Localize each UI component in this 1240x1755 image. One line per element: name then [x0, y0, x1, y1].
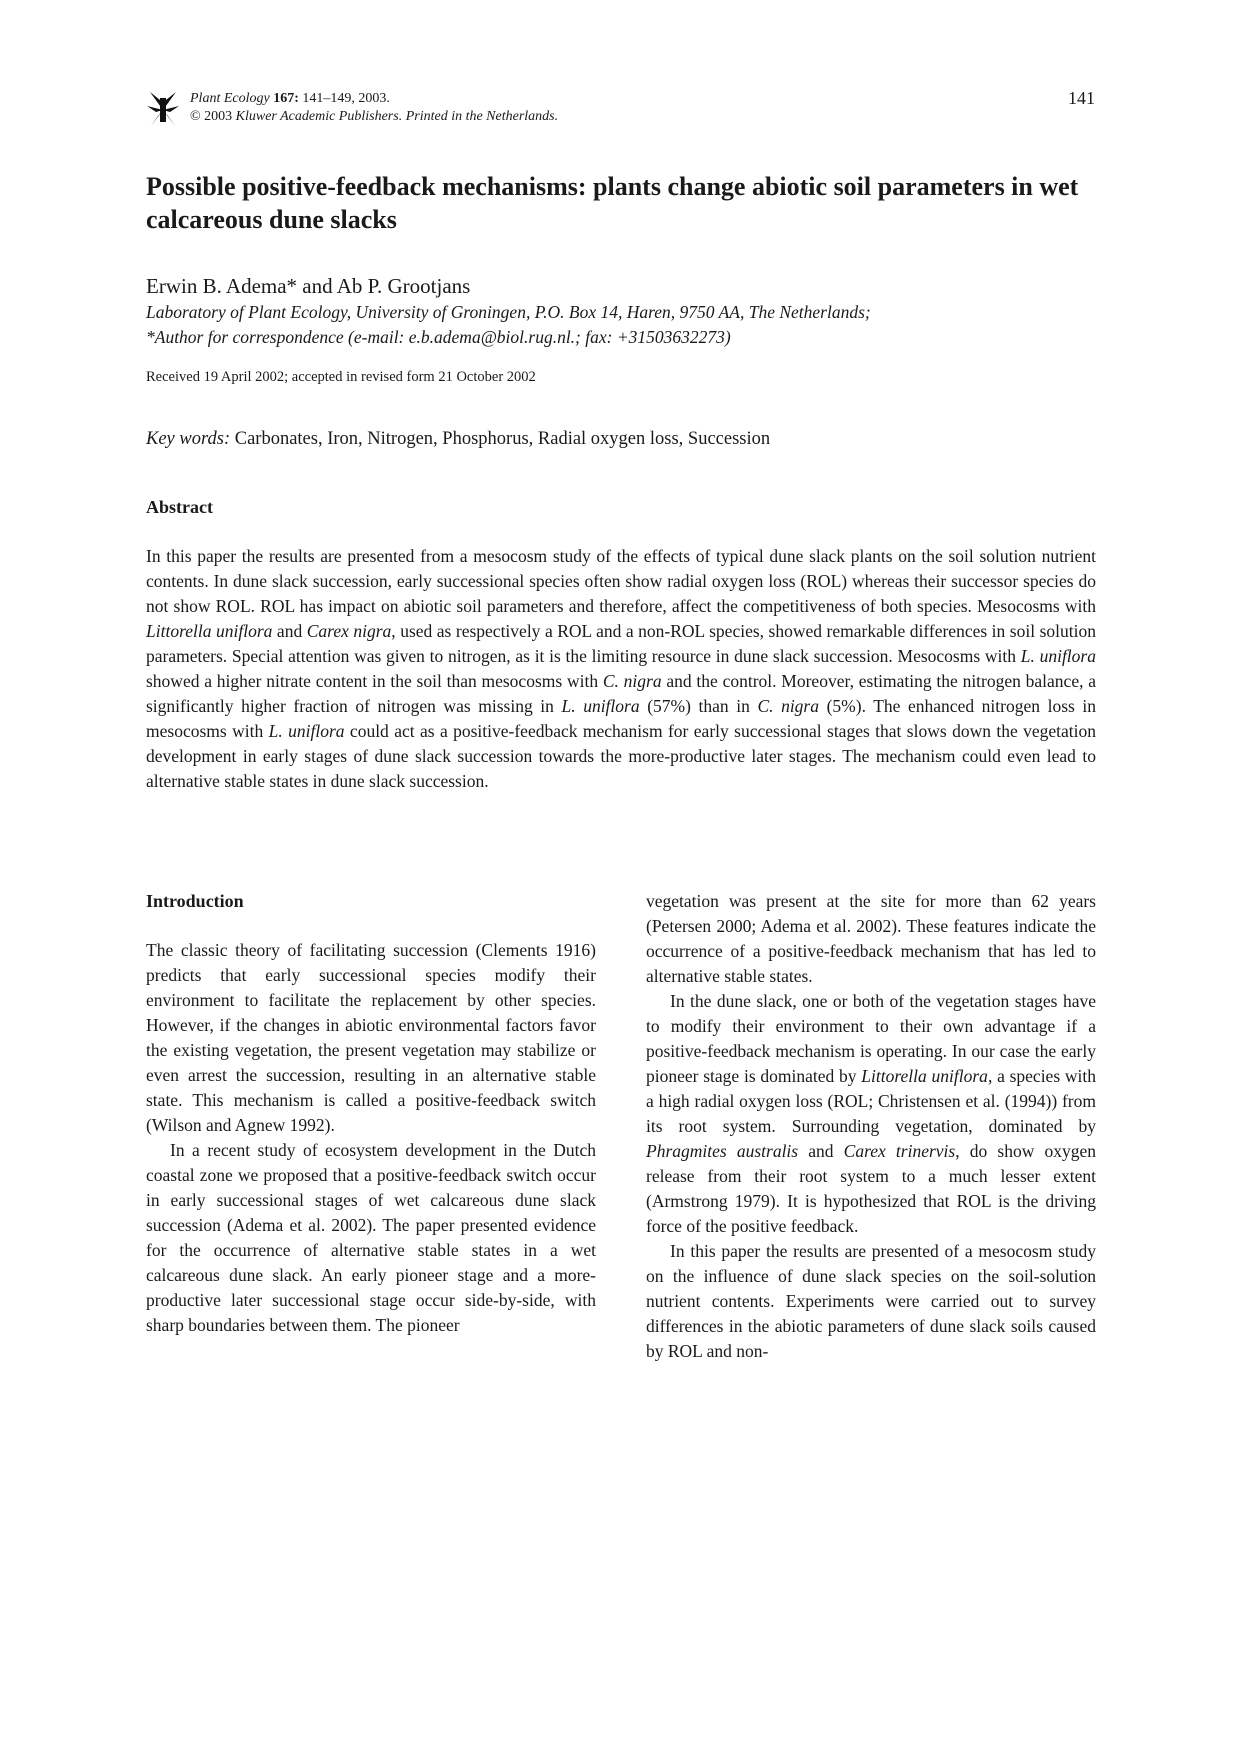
intro-paragraph: In the dune slack, one or both of the vegetation stages have to modify their environment to their own advantage if a positive-feedback mechanism is operating. In our case the early pioneer stage is dominated by Littorella uniflora, a species with a high radial oxygen loss (ROL; Christensen et al. (1994)) from its root system. Surrounding vegetation, dominated by Phragmites australis and Carex trinervis, do show oxygen release from their root system to a much lesser extent (Armstrong 1979). It is hypothesized that ROL is the driving force of the positive feedback.	[646, 991, 1097, 1236]
article-authors: Erwin B. Adema* and Ab P. Grootjans	[146, 274, 471, 298]
copyright-line	[190, 108, 790, 126]
keywords-label: Key words:	[146, 429, 231, 449]
correspondence-contact: *Author for correspondence (e-mail: e.b.adema@biol.rug.nl.; fax: +31503632273)	[146, 327, 731, 347]
species-name: L. uniflora	[268, 721, 345, 741]
journal-pages-year: 141–149, 2003.	[302, 91, 390, 106]
author-affiliation	[146, 300, 1106, 350]
journal-citation-line	[190, 90, 790, 108]
copyright-symbol: ©	[190, 109, 201, 124]
intro-paragraph: In this paper the results are presented of a mesocosm study on the influence of dune slack species on the soil-solution nutrient contents. Experiments were carried out to survey differences in the abiotic parameters of dune slack soils caused by ROL and non-	[646, 1241, 1096, 1361]
copyright-year: 2003	[204, 109, 233, 124]
keywords-line	[146, 427, 770, 451]
species-name: L. uniflora	[561, 696, 640, 716]
body-column-right	[646, 889, 1096, 1364]
body-column-left	[146, 938, 596, 1338]
species-name: Carex nigra	[306, 621, 392, 641]
journal-name: Plant Ecology	[190, 91, 270, 106]
publisher-logo-icon	[146, 90, 180, 130]
species-name: Phragmites australis	[646, 1141, 799, 1161]
article-title: Possible positive-feedback mechanisms: plants change abiotic soil parameters in wet calcareous dune slacks	[146, 172, 1079, 234]
introduction-heading: Introduction	[146, 891, 244, 911]
species-name: L. uniflora	[1020, 646, 1096, 666]
page-number: 141	[1068, 88, 1095, 108]
intro-paragraph: The classic theory of facilitating succession (Clements 1916) predicts that early successional species modify their environment to facilitate the replacement by other species. However, if the changes in abiotic environmental factors favor the existing vegetation, the present vegetation may stabilize or even arrest the succession, resulting in an alternative stable state. This mechanism is called a positive-feedback switch (Wilson and Agnew 1992).	[146, 940, 596, 1135]
intro-paragraph: vegetation was present at the site for more than 62 years (Petersen 2000; Adema et al. 2002). These features indicate the occurrence of a positive-feedback mechanism that has led to alternative stable states.	[646, 891, 1096, 986]
journal-citation	[190, 90, 790, 126]
journal-volume: 167:	[273, 91, 299, 106]
abstract-heading: Abstract	[146, 497, 213, 517]
species-name: Carex trinervis	[843, 1141, 956, 1161]
species-name: Littorella uniflora	[861, 1066, 988, 1086]
copyright-text: Kluwer Academic Publishers. Printed in the Netherlands.	[235, 109, 559, 124]
abstract-text: In this paper the results are presented from a mesocosm study of the effects of typical dune slack plants on the soil solution nutrient contents. In dune slack succession, early successional species often show radial oxygen loss (ROL) whereas their successor species do not show ROL. ROL has impact on abiotic soil parameters and therefore, affect the competitiveness of both species. Mesocosms with Littorella uniflora and Carex nigra, used as respectively a ROL and a non-ROL species, showed remarkable differences in soil solution parameters. Special attention was given to nitrogen, as it is the limiting resource in dune slack succession. Mesocosms with L. uniflora showed a higher nitrate content in the soil than mesocosms with C. nigra and the control. Moreover, estimating the nitrogen balance, a significantly higher fraction of nitrogen was missing in L. uniflora (57%) than in C. nigra (5%). The enhanced nitrogen loss in mesocosms with L. uniflora could act as a positive-feedback mechanism for early successional stages that slows down the vegetation development in early stages of dune slack succession towards the more-productive later stages. The mechanism could even lead to alternative stable states in dune slack succession.	[146, 546, 1097, 791]
keywords-list: Carbonates, Iron, Nitrogen, Phosphorus, Radial oxygen loss, Succession	[234, 429, 771, 449]
intro-paragraph: In a recent study of ecosystem development in the Dutch coastal zone we proposed that a positive-feedback switch occur in early successional stages of wet calcareous dune slack succession (Adema et al. 2002). The paper presented evidence for the occurrence of alternative stable states in a wet calcareous dune slack. An early pioneer stage and a more-productive later successional stage occur side-by-side, with sharp boundaries between them. The pioneer	[146, 1140, 596, 1335]
species-name: Littorella uniflora	[146, 621, 273, 641]
received-dates: Received 19 April 2002; accepted in revised form 21 October 2002	[146, 369, 536, 385]
species-name: C. nigra	[757, 696, 819, 716]
affiliation-address: Laboratory of Plant Ecology, University of Groningen, P.O. Box 14, Haren, 9750 AA, The Netherlands;	[146, 302, 871, 322]
species-name: C. nigra	[602, 671, 662, 691]
